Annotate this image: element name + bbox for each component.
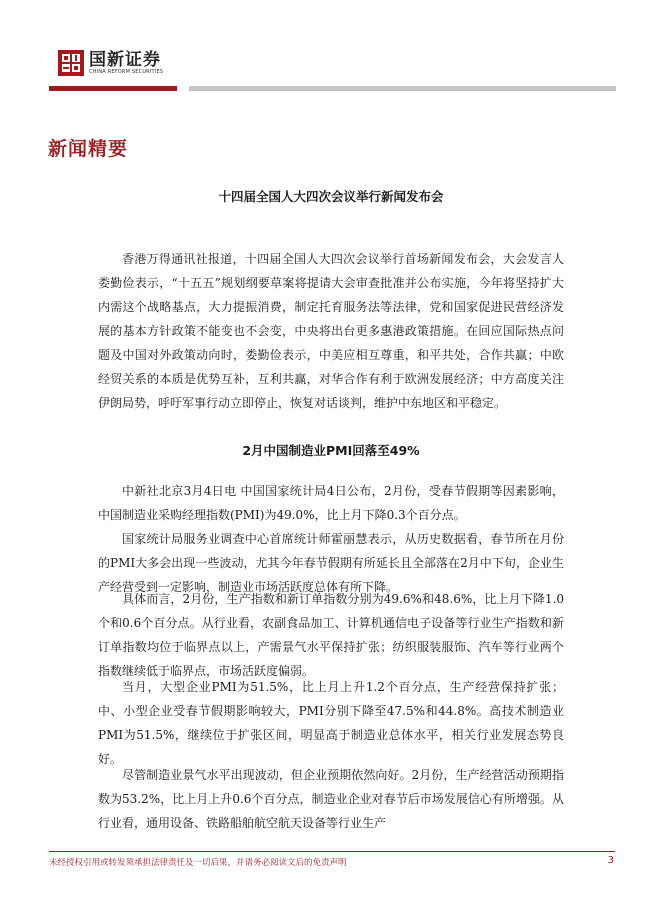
header-divider-gray — [189, 86, 616, 91]
article-title-npc-press-conference: 十四届全国人大四次会议举行新闻发布会 — [218, 189, 444, 204]
company-logo — [58, 48, 163, 78]
footer-disclaimer: 未经授权引用或转发须承担法律责任及一切后果，并请务必阅读文后的免责声明 — [49, 858, 347, 868]
article-title-pmi: 2月中国制造业PMI回落至49% — [242, 443, 420, 458]
page-number: 3 — [607, 855, 614, 866]
logo-name-en: CHINA REFORM SECURITIES — [89, 68, 164, 75]
logo-emblem-icon — [58, 50, 84, 76]
article-paragraph: 具体而言，2月份，生产指数和新订单指数分别为49.6%和48.6%，比上月下降1.0个和0.6个百分点。从行业看，农副食品加工、计算机通信电子设备等行业生产指数和新订单指数均位于临界点以上，产需景气水平保持扩张；纺织服装服饰、汽车等行业两个指数继续低于临界点，市场活跃度偏弱。 — [98, 592, 564, 678]
logo-name-cn: 国新证券 — [89, 49, 161, 70]
article-paragraph: 国家统计局服务业调查中心首席统计师霍丽慧表示，从历史数据看，春节所在月份的PMI大多会出现一些波动，尤其今年春节假期有所延长且全部落在2月中下旬，企业生产经营受到一定影响，制造业市场活跃度总体有所下降。 — [98, 532, 564, 594]
footer-divider — [49, 851, 615, 852]
article-paragraph: 当月，大型企业PMI为51.5%，比上月上升1.2个百分点，生产经营保持扩张；中、小型企业受春节假期影响较大，PMI分别下降至47.5%和44.8%。高技术制造业PMI为51.5%，继续位于扩张区间，明显高于制造业总体水平，相关行业发展态势良好。 — [98, 680, 564, 766]
section-title: 新闻精要 — [48, 138, 129, 160]
header-divider-red — [49, 86, 177, 91]
article-paragraph: 香港万得通讯社报道，十四届全国人大四次会议举行首场新闻发布会，大会发言人娄勤俭表示，“十五五”规划纲要草案将提请大会审查批准并公布实施，今年将坚持扩大内需这个战略基点，大力提振消费，制定托育服务法等法律，党和国家促进民营经济发展的基本方针政策不能变也不会变，中央将出台更多惠港政策措施。在回应国际热点问题及中国对外政策动向时，娄勤俭表示，中美应相互尊重，和平共处，合作共赢；中欧经贸关系的本质是优势互补，互利共赢，对华合作有利于欧洲发展经济；中方高度关注伊朗局势，呼吁军事行动立即停止，恢复对话谈判，维护中东地区和平稳定。 — [98, 252, 564, 410]
article-paragraph: 尽管制造业景气水平出现波动，但企业预期依然向好。2月份，生产经营活动预期指数为53.2%，比上月上升0.6个百分点，制造业企业对春节后市场发展信心有所增强。从行业看，通用设备、铁路船舶航空航天设备等行业生产 — [98, 768, 564, 830]
article-paragraph: 中新社北京3月4日电 中国国家统计局4日公布，2月份，受春节假期等因素影响，中国制造业采购经理指数(PMI)为49.0%，比上月下降0.3个百分点。 — [98, 484, 564, 522]
